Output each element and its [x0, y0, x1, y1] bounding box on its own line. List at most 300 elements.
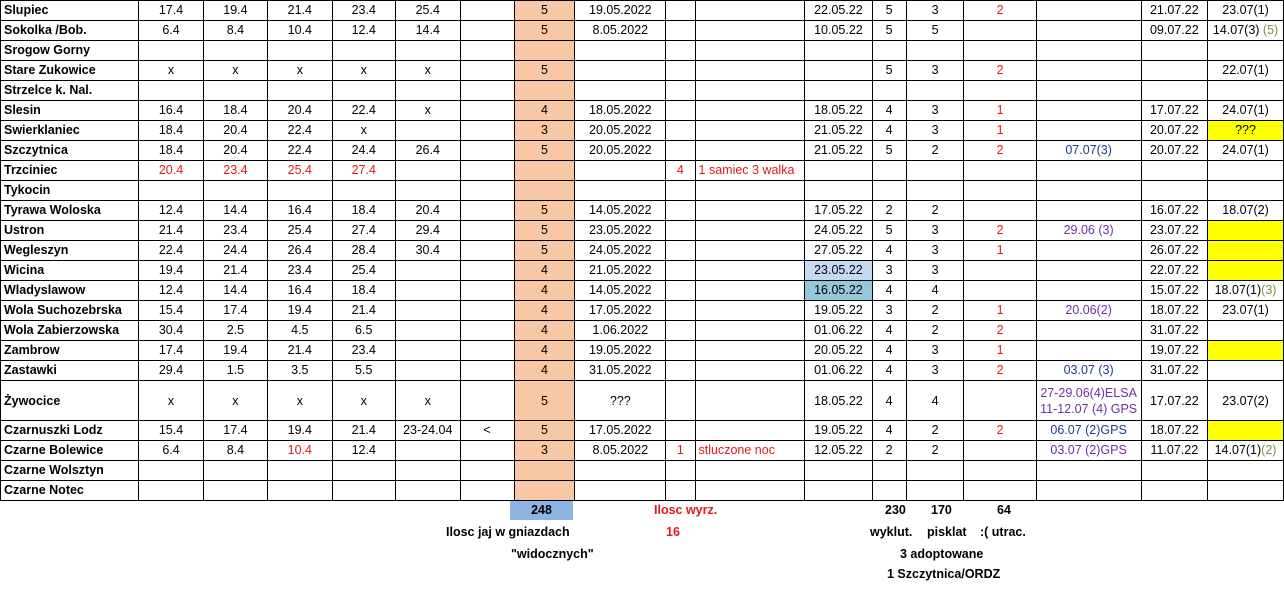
table-cell[interactable]: 21.4: [268, 341, 332, 361]
table-cell[interactable]: x: [395, 101, 460, 121]
table-cell[interactable]: 07.07(3): [1036, 141, 1141, 161]
table-cell[interactable]: [395, 461, 460, 481]
table-cell[interactable]: [1036, 161, 1141, 181]
table-cell[interactable]: [575, 81, 666, 101]
table-cell[interactable]: [964, 21, 1036, 41]
table-cell[interactable]: [1208, 241, 1284, 261]
table-cell[interactable]: [666, 181, 695, 201]
table-cell[interactable]: [460, 301, 514, 321]
table-cell[interactable]: 30.4: [395, 241, 460, 261]
table-cell[interactable]: 20.4: [395, 201, 460, 221]
table-cell[interactable]: [575, 181, 666, 201]
table-cell[interactable]: [695, 201, 805, 221]
table-cell[interactable]: 24.07(1): [1208, 101, 1284, 121]
table-cell[interactable]: [666, 201, 695, 221]
table-cell[interactable]: [872, 161, 906, 181]
table-cell[interactable]: 8.05.2022: [575, 441, 666, 461]
table-cell[interactable]: 23.07(2): [1208, 381, 1284, 421]
table-cell[interactable]: [805, 81, 872, 101]
table-cell[interactable]: ???: [1208, 121, 1284, 141]
table-cell[interactable]: [666, 301, 695, 321]
table-cell[interactable]: 4: [872, 341, 906, 361]
table-cell[interactable]: [460, 121, 514, 141]
table-cell[interactable]: 4: [514, 261, 575, 281]
table-cell[interactable]: x: [395, 61, 460, 81]
table-cell[interactable]: 26.07.22: [1141, 241, 1207, 261]
table-cell[interactable]: 23.07(1): [1208, 1, 1284, 21]
table-cell[interactable]: 01.06.22: [805, 361, 872, 381]
table-cell[interactable]: [139, 41, 203, 61]
table-cell[interactable]: [575, 461, 666, 481]
table-cell[interactable]: 2: [964, 1, 1036, 21]
table-cell[interactable]: [666, 381, 695, 421]
table-cell[interactable]: 2: [906, 301, 964, 321]
table-cell[interactable]: [1208, 441, 1284, 461]
table-cell[interactable]: [1036, 81, 1141, 101]
table-cell[interactable]: x: [203, 381, 267, 421]
table-cell[interactable]: [695, 101, 805, 121]
nest-name-cell[interactable]: Tykocin: [1, 181, 139, 201]
table-cell[interactable]: 22.07(1): [1208, 61, 1284, 81]
table-cell[interactable]: 4: [666, 161, 695, 181]
nest-name-cell[interactable]: Strzelce k. Nal.: [1, 81, 139, 101]
table-cell[interactable]: 10.4: [268, 21, 332, 41]
table-cell[interactable]: 23.05.2022: [575, 221, 666, 241]
table-cell[interactable]: 24.05.2022: [575, 241, 666, 261]
table-cell[interactable]: 3: [906, 261, 964, 281]
table-cell[interactable]: [695, 481, 805, 501]
table-cell[interactable]: x: [332, 381, 395, 421]
table-cell[interactable]: 5: [514, 381, 575, 421]
table-cell[interactable]: [695, 1, 805, 21]
table-cell[interactable]: 20.05.2022: [575, 141, 666, 161]
table-cell[interactable]: 19.4: [203, 1, 267, 21]
nest-name-cell[interactable]: Czarne Notec: [1, 481, 139, 501]
table-cell[interactable]: [460, 181, 514, 201]
table-cell[interactable]: 15.4: [139, 421, 203, 441]
table-cell[interactable]: 18.4: [139, 141, 203, 161]
table-cell[interactable]: 21.4: [332, 421, 395, 441]
nest-name-cell[interactable]: Wegleszyn: [1, 241, 139, 261]
table-cell[interactable]: [1208, 481, 1284, 501]
table-cell[interactable]: 5.5: [332, 361, 395, 381]
table-cell[interactable]: 29.06 (3): [1036, 221, 1141, 241]
table-cell[interactable]: 4: [514, 341, 575, 361]
table-cell[interactable]: 19.05.22: [805, 421, 872, 441]
table-cell[interactable]: 4: [872, 361, 906, 381]
table-cell[interactable]: [695, 141, 805, 161]
table-cell[interactable]: [139, 81, 203, 101]
table-cell[interactable]: 4: [872, 421, 906, 441]
table-cell[interactable]: ???: [575, 381, 666, 421]
table-cell[interactable]: 5: [514, 201, 575, 221]
nest-name-cell[interactable]: Czarnuszki Lodz: [1, 421, 139, 441]
table-cell[interactable]: 6.4: [139, 441, 203, 461]
table-cell[interactable]: 2: [964, 221, 1036, 241]
table-cell[interactable]: 3: [906, 361, 964, 381]
table-cell[interactable]: [695, 181, 805, 201]
table-cell[interactable]: [460, 261, 514, 281]
table-cell[interactable]: 5: [872, 21, 906, 41]
table-cell[interactable]: 2: [964, 61, 1036, 81]
table-cell[interactable]: [1141, 461, 1207, 481]
table-cell[interactable]: 30.4: [139, 321, 203, 341]
table-cell[interactable]: [805, 461, 872, 481]
table-cell[interactable]: [203, 461, 267, 481]
table-cell[interactable]: 22.07.22: [1141, 261, 1207, 281]
table-cell[interactable]: x: [268, 61, 332, 81]
table-cell[interactable]: 1: [964, 121, 1036, 141]
table-cell[interactable]: 4: [872, 281, 906, 301]
table-cell[interactable]: 20.05.2022: [575, 121, 666, 141]
table-cell[interactable]: 22.4: [268, 141, 332, 161]
table-cell[interactable]: 24.07(1): [1208, 141, 1284, 161]
table-cell[interactable]: 2: [872, 201, 906, 221]
table-cell[interactable]: 8.4: [203, 441, 267, 461]
table-cell[interactable]: [332, 181, 395, 201]
table-cell[interactable]: 5: [872, 1, 906, 21]
table-cell[interactable]: [1141, 181, 1207, 201]
table-cell[interactable]: x: [139, 61, 203, 81]
table-cell[interactable]: 14.4: [203, 281, 267, 301]
table-cell[interactable]: [964, 281, 1036, 301]
table-cell[interactable]: 5: [906, 21, 964, 41]
table-cell[interactable]: 06.07 (2)GPS: [1036, 421, 1141, 441]
table-cell[interactable]: [395, 341, 460, 361]
table-cell[interactable]: 14.4: [395, 21, 460, 41]
table-cell[interactable]: [695, 281, 805, 301]
table-cell[interactable]: 16.4: [139, 101, 203, 121]
table-cell[interactable]: [268, 481, 332, 501]
table-cell[interactable]: [1208, 421, 1284, 441]
table-cell[interactable]: 31.07.22: [1141, 361, 1207, 381]
table-cell[interactable]: [1141, 81, 1207, 101]
table-cell[interactable]: 2: [964, 141, 1036, 161]
nest-name-cell[interactable]: Wladyslawow: [1, 281, 139, 301]
table-cell[interactable]: 2: [906, 421, 964, 441]
table-cell[interactable]: 20.05.22: [805, 341, 872, 361]
nest-name-cell[interactable]: Wola Suchozebrska: [1, 301, 139, 321]
table-cell[interactable]: 1.06.2022: [575, 321, 666, 341]
table-cell[interactable]: 27.4: [332, 221, 395, 241]
table-cell[interactable]: 19.05.2022: [575, 341, 666, 361]
table-cell[interactable]: [575, 161, 666, 181]
table-cell[interactable]: [906, 81, 964, 101]
nest-name-cell[interactable]: Sokolka /Bob.: [1, 21, 139, 41]
table-cell[interactable]: 27.05.22: [805, 241, 872, 261]
table-cell[interactable]: [460, 241, 514, 261]
table-cell[interactable]: 1: [964, 341, 1036, 361]
table-cell[interactable]: [1036, 181, 1141, 201]
nest-name-cell[interactable]: Czarne Bolewice: [1, 441, 139, 461]
table-cell[interactable]: [575, 41, 666, 61]
table-cell[interactable]: [1036, 261, 1141, 281]
table-cell[interactable]: [695, 461, 805, 481]
table-cell[interactable]: x: [139, 381, 203, 421]
table-cell[interactable]: [695, 301, 805, 321]
table-cell[interactable]: 10.4: [268, 441, 332, 461]
table-cell[interactable]: [666, 261, 695, 281]
table-cell[interactable]: [395, 441, 460, 461]
table-cell[interactable]: 5: [514, 241, 575, 261]
table-cell[interactable]: 23.4: [268, 261, 332, 281]
table-cell[interactable]: 21.07.22: [1141, 1, 1207, 21]
table-cell[interactable]: 1.5: [203, 361, 267, 381]
table-cell[interactable]: [575, 61, 666, 81]
table-cell[interactable]: [514, 461, 575, 481]
table-cell[interactable]: 5: [514, 61, 575, 81]
table-cell[interactable]: 1: [964, 101, 1036, 121]
table-cell[interactable]: [666, 1, 695, 21]
table-cell[interactable]: [395, 261, 460, 281]
table-cell[interactable]: 2: [906, 441, 964, 461]
table-cell[interactable]: [805, 481, 872, 501]
table-cell[interactable]: 17.4: [203, 301, 267, 321]
table-cell[interactable]: [666, 281, 695, 301]
table-cell[interactable]: 8.4: [203, 21, 267, 41]
table-cell[interactable]: [203, 41, 267, 61]
table-cell[interactable]: [695, 121, 805, 141]
table-cell[interactable]: [203, 481, 267, 501]
table-cell[interactable]: [460, 1, 514, 21]
table-cell[interactable]: [695, 21, 805, 41]
table-cell[interactable]: [666, 461, 695, 481]
table-cell[interactable]: 12.4: [332, 441, 395, 461]
table-cell[interactable]: [139, 461, 203, 481]
table-cell[interactable]: 20.4: [203, 141, 267, 161]
table-cell[interactable]: 16.4: [268, 281, 332, 301]
table-cell[interactable]: 14.05.2022: [575, 201, 666, 221]
table-cell[interactable]: 3: [906, 101, 964, 121]
table-cell[interactable]: 4: [514, 321, 575, 341]
table-cell[interactable]: [203, 81, 267, 101]
table-cell[interactable]: 20.07.22: [1141, 141, 1207, 161]
table-cell[interactable]: 18.05.2022: [575, 101, 666, 121]
table-cell[interactable]: [964, 261, 1036, 281]
table-cell[interactable]: [268, 181, 332, 201]
table-cell[interactable]: 25.4: [395, 1, 460, 21]
table-cell[interactable]: [1036, 381, 1141, 421]
table-cell[interactable]: [695, 421, 805, 441]
table-cell[interactable]: [332, 81, 395, 101]
table-cell[interactable]: 16.4: [268, 201, 332, 221]
table-cell[interactable]: 4: [906, 381, 964, 421]
table-cell[interactable]: 15.4: [139, 301, 203, 321]
table-cell[interactable]: 18.07.22: [1141, 301, 1207, 321]
table-cell[interactable]: [906, 161, 964, 181]
nest-name-cell[interactable]: Trzciniec: [1, 161, 139, 181]
table-cell[interactable]: [695, 61, 805, 81]
table-cell[interactable]: <: [460, 421, 514, 441]
table-cell[interactable]: 4: [872, 321, 906, 341]
table-cell[interactable]: [666, 61, 695, 81]
table-cell[interactable]: 3.5: [268, 361, 332, 381]
table-cell[interactable]: 3: [906, 61, 964, 81]
table-cell[interactable]: [1036, 281, 1141, 301]
nest-name-cell[interactable]: Srogow Gorny: [1, 41, 139, 61]
table-cell[interactable]: [1036, 1, 1141, 21]
table-cell[interactable]: 17.07.22: [1141, 381, 1207, 421]
table-cell[interactable]: [964, 481, 1036, 501]
table-cell[interactable]: 3: [906, 121, 964, 141]
table-cell[interactable]: [695, 41, 805, 61]
table-cell[interactable]: [395, 361, 460, 381]
table-cell[interactable]: [268, 41, 332, 61]
table-cell[interactable]: 4.5: [268, 321, 332, 341]
table-cell[interactable]: 22.05.22: [805, 1, 872, 21]
table-cell[interactable]: [666, 341, 695, 361]
table-cell[interactable]: 26.4: [395, 141, 460, 161]
nest-name-cell[interactable]: Tyrawa Woloska: [1, 201, 139, 221]
table-cell[interactable]: [395, 81, 460, 101]
table-cell[interactable]: [203, 181, 267, 201]
table-cell[interactable]: 6.5: [332, 321, 395, 341]
table-cell[interactable]: 01.06.22: [805, 321, 872, 341]
table-cell[interactable]: [695, 381, 805, 421]
table-cell[interactable]: [460, 361, 514, 381]
table-cell[interactable]: 22.4: [139, 241, 203, 261]
table-cell[interactable]: [666, 41, 695, 61]
table-cell[interactable]: 4: [872, 101, 906, 121]
table-cell[interactable]: 5: [872, 61, 906, 81]
table-cell[interactable]: 21.05.2022: [575, 261, 666, 281]
table-cell[interactable]: 6.4: [139, 21, 203, 41]
table-cell[interactable]: [666, 141, 695, 161]
table-cell[interactable]: [1141, 161, 1207, 181]
table-cell[interactable]: [1208, 361, 1284, 381]
table-cell[interactable]: 3: [906, 241, 964, 261]
table-cell[interactable]: [332, 41, 395, 61]
table-cell[interactable]: 20.4: [268, 101, 332, 121]
table-cell[interactable]: [1208, 221, 1284, 241]
table-cell[interactable]: x: [395, 381, 460, 421]
table-cell[interactable]: [139, 481, 203, 501]
table-cell[interactable]: [1036, 241, 1141, 261]
table-cell[interactable]: [964, 81, 1036, 101]
table-cell[interactable]: 4: [514, 101, 575, 121]
table-cell[interactable]: x: [332, 121, 395, 141]
table-cell[interactable]: 3: [906, 341, 964, 361]
table-cell[interactable]: [395, 41, 460, 61]
table-cell[interactable]: [1036, 101, 1141, 121]
table-cell[interactable]: 20.4: [139, 161, 203, 181]
table-cell[interactable]: 2: [906, 201, 964, 221]
table-cell[interactable]: [460, 81, 514, 101]
table-cell[interactable]: [1141, 481, 1207, 501]
table-cell[interactable]: [1036, 481, 1141, 501]
table-cell[interactable]: 12.4: [139, 281, 203, 301]
table-cell[interactable]: 2: [964, 361, 1036, 381]
table-cell[interactable]: [1208, 281, 1284, 301]
nest-name-cell[interactable]: Czarne Wolsztyn: [1, 461, 139, 481]
table-cell[interactable]: [460, 321, 514, 341]
table-cell[interactable]: 25.4: [268, 221, 332, 241]
table-cell[interactable]: 26.4: [268, 241, 332, 261]
table-cell[interactable]: [964, 201, 1036, 221]
table-cell[interactable]: [666, 241, 695, 261]
table-cell[interactable]: [139, 181, 203, 201]
table-cell[interactable]: [695, 221, 805, 241]
table-cell[interactable]: [666, 21, 695, 41]
table-cell[interactable]: 18.4: [332, 201, 395, 221]
table-cell[interactable]: 20.4: [203, 121, 267, 141]
table-cell[interactable]: [1036, 41, 1141, 61]
table-cell[interactable]: 18.4: [139, 121, 203, 141]
table-cell[interactable]: 22.4: [332, 101, 395, 121]
table-cell[interactable]: [268, 81, 332, 101]
table-cell[interactable]: 1: [964, 241, 1036, 261]
table-cell[interactable]: 4: [514, 361, 575, 381]
table-cell[interactable]: 11.07.22: [1141, 441, 1207, 461]
table-cell[interactable]: 1: [964, 301, 1036, 321]
table-cell[interactable]: [666, 221, 695, 241]
table-cell[interactable]: [964, 181, 1036, 201]
table-cell[interactable]: [666, 421, 695, 441]
table-cell[interactable]: [514, 81, 575, 101]
table-cell[interactable]: [695, 361, 805, 381]
table-cell[interactable]: [1141, 41, 1207, 61]
table-cell[interactable]: x: [203, 61, 267, 81]
table-cell[interactable]: 19.05.22: [805, 301, 872, 321]
table-cell[interactable]: [1141, 61, 1207, 81]
table-cell[interactable]: [1208, 81, 1284, 101]
table-cell[interactable]: [805, 61, 872, 81]
table-cell[interactable]: 27.4: [332, 161, 395, 181]
table-cell[interactable]: 12.05.22: [805, 441, 872, 461]
nest-name-cell[interactable]: Ustron: [1, 221, 139, 241]
table-cell[interactable]: 2.5: [203, 321, 267, 341]
nest-name-cell[interactable]: Szczytnica: [1, 141, 139, 161]
table-cell[interactable]: [575, 481, 666, 501]
table-cell[interactable]: 3: [872, 301, 906, 321]
table-cell[interactable]: 3: [906, 221, 964, 241]
table-cell[interactable]: [460, 61, 514, 81]
table-cell[interactable]: 5: [514, 221, 575, 241]
table-cell[interactable]: [964, 41, 1036, 61]
table-cell[interactable]: 17.05.2022: [575, 421, 666, 441]
table-cell[interactable]: 4: [514, 281, 575, 301]
table-cell[interactable]: 1: [666, 441, 695, 461]
table-cell[interactable]: 19.05.2022: [575, 1, 666, 21]
table-cell[interactable]: [666, 81, 695, 101]
table-cell[interactable]: 5: [514, 1, 575, 21]
table-cell[interactable]: 21.4: [332, 301, 395, 321]
table-cell[interactable]: 2: [872, 441, 906, 461]
table-cell[interactable]: [666, 361, 695, 381]
table-cell[interactable]: 17.4: [139, 1, 203, 21]
table-cell[interactable]: 17.07.22: [1141, 101, 1207, 121]
table-cell[interactable]: 09.07.22: [1141, 21, 1207, 41]
table-cell[interactable]: 18.05.22: [805, 381, 872, 421]
table-cell[interactable]: 23.4: [332, 341, 395, 361]
table-cell[interactable]: [460, 281, 514, 301]
table-cell[interactable]: [1208, 261, 1284, 281]
table-cell[interactable]: [460, 381, 514, 421]
table-cell[interactable]: 3: [514, 121, 575, 141]
table-cell[interactable]: 31.05.2022: [575, 361, 666, 381]
nest-name-cell[interactable]: Zambrow: [1, 341, 139, 361]
table-cell[interactable]: 5: [872, 141, 906, 161]
table-cell[interactable]: 17.05.2022: [575, 301, 666, 321]
table-cell[interactable]: 4: [906, 281, 964, 301]
table-cell[interactable]: [695, 81, 805, 101]
table-cell[interactable]: [332, 461, 395, 481]
table-cell[interactable]: [964, 461, 1036, 481]
table-cell[interactable]: [872, 41, 906, 61]
table-cell[interactable]: [395, 121, 460, 141]
table-cell[interactable]: [1036, 341, 1141, 361]
table-cell[interactable]: [395, 161, 460, 181]
